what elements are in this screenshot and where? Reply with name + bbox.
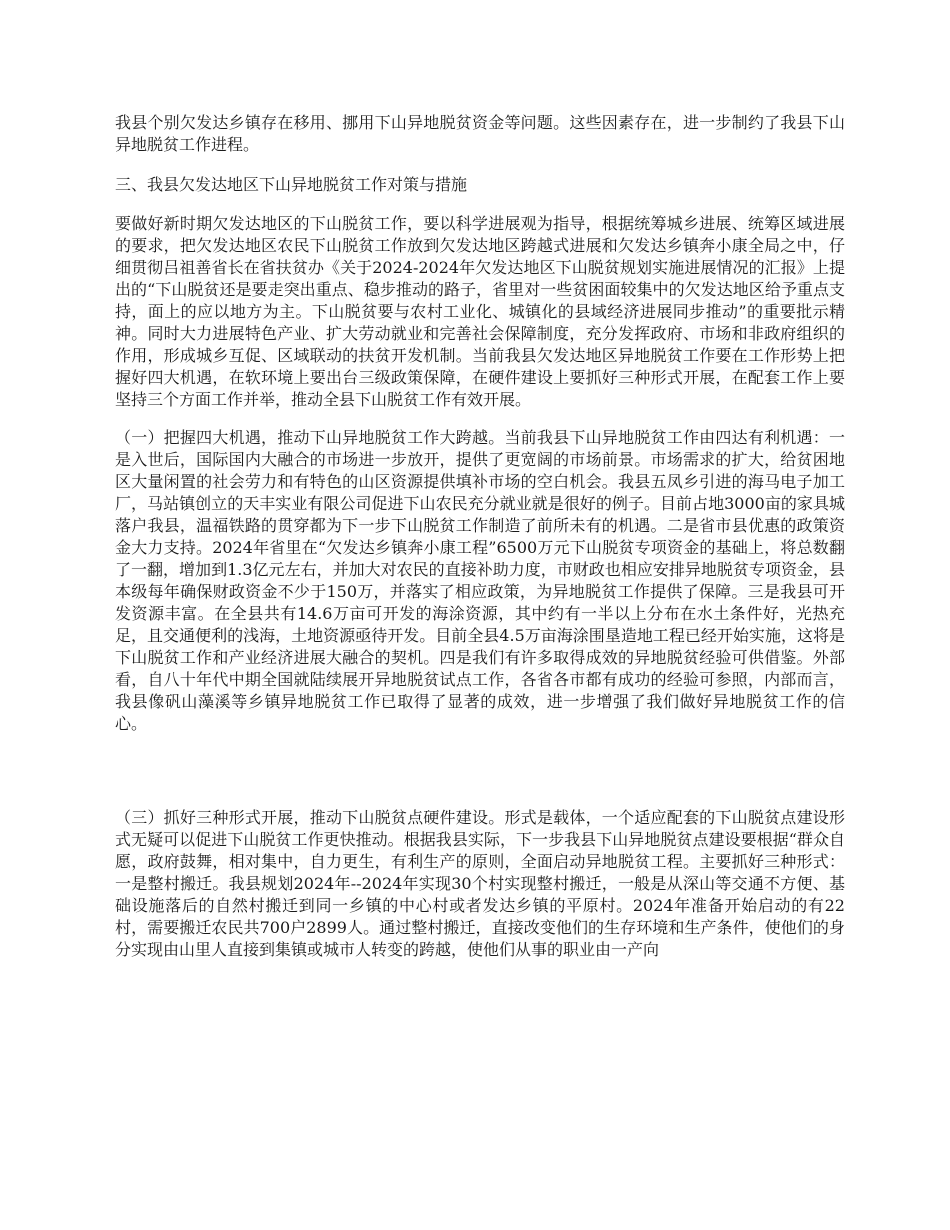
paragraph-four-opportunities: （一）把握四大机遇，推动下山异地脱贫工作大跨越。当前我县下山异地脱贫工作由四达有利机遇：一是入世后，国际国内大融合的市场进一步放开，提供了更宽阔的市场前景。市场需求的扩大，给贫困地区大量闲置的社会劳力和有特色的山区资源提供填补市场的空白机会。我县五凤乡引进的海马电子加工厂，马站镇创立的天丰实业有限公司促进下山农民充分就业就是很好的例子。目前占地3000亩的家具城落户我县，温福铁路的贯穿都为下一步下山脱贫工作制造了前所未有的机遇。二是省市县优惠的政策资金大力支持。2024年省里在“欠发达乡镇奔小康工程”6500万元下山脱贫专项资金的基础上，将总数翻了一翻，增加到1.3亿元左右，并加大对农民的直接补助力度，市财政也相应安排异地脱贫专项资金，县本级每年确保财政资金不少于150万，并落实了相应政策，为异地脱贫工作提供了保障。三是我县可开发资源丰富。在全县共有14.6万亩可开发的海涂资源，其中约有一半以上分布在水土条件好，光热充足，且交通便利的浅海，土地资源亟待开发。目前全县4.5万亩海涂围垦造地工程已经开始实施，这将是下山脱贫工作和产业经济进展大融合的契机。四是我们有许多取得成效的异地脱贫经验可供借鉴。外部看，自八十年代中期全国就陆续展开异地脱贫试点工作，各省各市都有成功的经验可参照，内部而言，我县像矾山藻溪等乡镇异地脱贫工作已取得了显著的成效，进一步增强了我们做好异地脱贫工作的信心。 — [115, 428, 845, 733]
paragraph-three-forms: （三）抓好三种形式开展，推动下山脱贫点硬件建设。形式是载体，一个适应配套的下山脱贫点建设形式无疑可以促进下山脱贫工作更快推动。根据我县实际，下一步我县下山异地脱贫点建设要根据“群众自愿，政府鼓舞，相对集中，自力更生，有利生产的原则，全面启动异地脱贫工程。主要抓好三种形式：一是整村搬迁。我县规划2024年--2024年实现30个村实现整村搬迁，一般是从深山等交通不方便、基础设施落后的自然村搬迁到同一乡镇的中心村或者发达乡镇的平原村。2024年准备开始启动的有22村，需要搬迁农民共700户2899人。通过整村搬迁，直接改变他们的生存环境和生产条件，使他们的身分实现由山里人直接到集镇或城市人转变的跨越，使他们从事的职业由一产向 — [115, 808, 845, 959]
section-heading: 三、我县欠发达地区下山异地脱贫工作对策与措施 — [115, 175, 468, 194]
document-page — [115, 112, 845, 961]
paragraph-overview: 要做好新时期欠发达地区的下山脱贫工作，要以科学进展观为指导，根据统筹城乡进展、统筹区域进展的要求，把欠发达地区农民下山脱贫工作放到欠发达地区跨越式进展和欠发达乡镇奔小康全局之中，仔细贯彻吕祖善省长在省扶贫办《关于2024-2024年欠发达地区下山脱贫规划实施进展情况的汇报》上提出的“下山脱贫还是要走突出重点、稳步推动的路子，省里对一些贫困面较集中的欠发达地区给予重点支持，面上的应以地方为主。下山脱贫要与农村工业化、城镇化的县域经济进展同步推动”的重要批示精神。同时大力进展特色产业、扩大劳动就业和完善社会保障制度，充分发挥政府、市场和非政府组织的作用，形成城乡互促、区域联动的扶贫开发机制。当前我县欠发达地区异地脱贫工作要在工作形势上把握好四大机遇，在软环境上要出台三级政策保障，在硬件建设上要抓好三种形式开展，在配套工作上要坚持三个方面工作并举，推动全县下山脱贫工作有效开展。 — [115, 214, 845, 409]
paragraph-intro: 我县个别欠发达乡镇存在移用、挪用下山异地脱贫资金等问题。这些因素存在，进一步制约了我县下山异地脱贫工作进程。 — [115, 113, 845, 154]
